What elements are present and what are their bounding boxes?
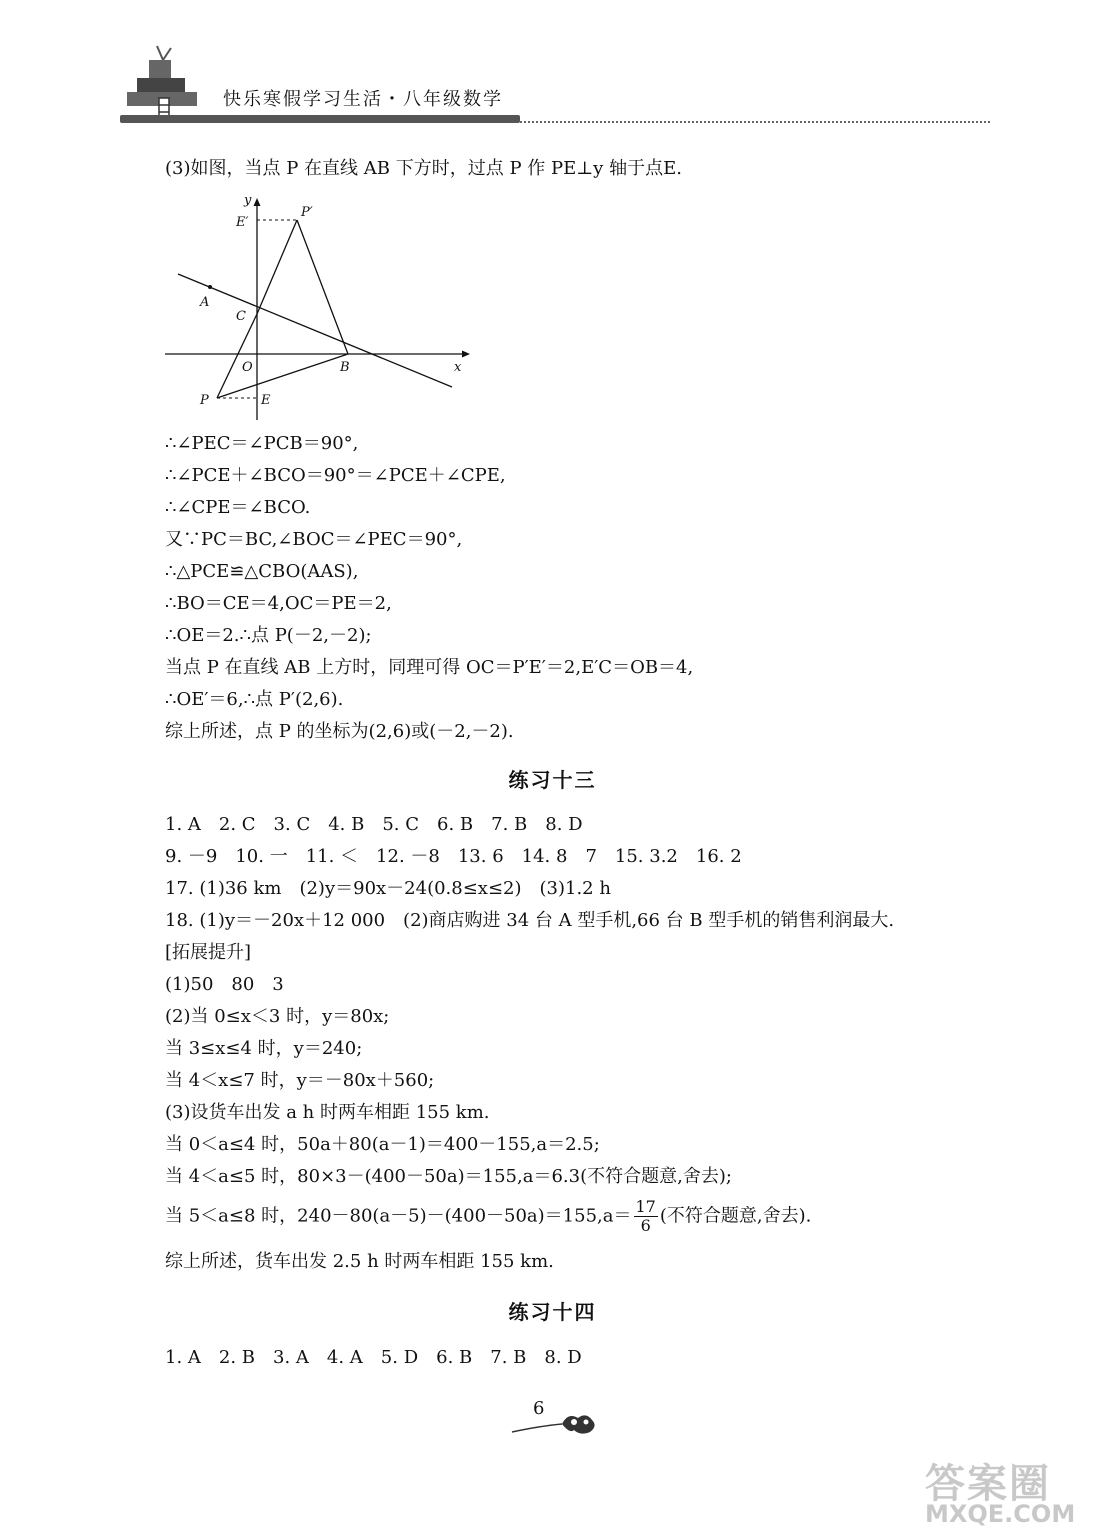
cloud-swoosh-icon (510, 1402, 600, 1442)
label-e: E (261, 393, 271, 408)
ex13-extension-title: [拓展提升] (165, 942, 252, 963)
proof-line: ∴∠PEC＝∠PCB＝90°, (165, 433, 359, 454)
header-bar (120, 115, 520, 123)
proof-line: 综上所述，点 P 的坐标为(2,6)或(－2,－2). (165, 721, 514, 742)
ex13-fraction-line (165, 1198, 811, 1235)
ex13-extension-line: 当 4＜x≤7 时，y＝－80x＋560; (165, 1070, 435, 1091)
label-p-prime: P′ (301, 205, 313, 220)
ex13-extension-line: 当 3≤x≤4 时，y＝240; (165, 1038, 363, 1059)
proof-line: ∴∠CPE＝∠BCO. (165, 497, 311, 518)
part3-intro: (3)如图，当点 P 在直线 AB 下方时，过点 P 作 PE⊥y 轴于点E. (165, 158, 682, 179)
ex13-extension-line: (2)当 0≤x＜3 时，y＝80x; (165, 1006, 390, 1027)
label-y: y (244, 193, 252, 208)
label-o: O (242, 360, 253, 375)
fraction-numerator: 17 (635, 1197, 656, 1216)
label-e-prime: E′ (236, 215, 249, 230)
coordinate-figure (160, 192, 480, 422)
proof-line: 当点 P 在直线 AB 上方时，同理可得 OC＝P′E′＝2,E′C＝OB＝4, (165, 657, 694, 678)
proof-line: ∴BO＝CE＝4,OC＝PE＝2, (165, 593, 392, 614)
label-x: x (454, 360, 462, 375)
label-c: C (236, 309, 246, 324)
label-p: P (200, 393, 209, 408)
ex13-conclusion: 综上所述，货车出发 2.5 h 时两车相距 155 km. (165, 1251, 554, 1272)
label-b: B (340, 360, 350, 375)
proof-line: ∴OE＝2.∴点 P(－2,－2); (165, 625, 372, 646)
ex13-answers-row1: 1. A 2. C 3. C 4. B 5. C 6. B 7. B 8. D (165, 814, 583, 835)
ex13-q18: 18. (1)y＝－20x＋12 000 (2)商店购进 34 台 A 型手机,66 台 B 型手机的销售利润最大. (165, 910, 895, 931)
fraction-denominator: 6 (640, 1216, 651, 1235)
ex14-title: 练习十四 (508, 1300, 597, 1324)
ex13-extension-line: 当 0＜a≤4 时，50a＋80(a－1)＝400－155,a＝2.5; (165, 1134, 600, 1155)
proof-line: 又∵PC＝BC,∠BOC＝∠PEC＝90°, (165, 529, 463, 550)
ex13-answers-row2: 9. －9 10. 一 11. ＜ 12. －8 13. 6 14. 8 7 15. 3.2 16. 2 (165, 846, 742, 867)
ex13-extension-line: 当 4＜a≤5 时，80×3－(400－50a)＝155,a＝6.3(不符合题意,舍去); (165, 1166, 732, 1187)
ex13-title: 练习十三 (508, 768, 597, 792)
page-number: 6 (533, 1398, 545, 1419)
header-dotted-rule (520, 121, 990, 123)
proof-line: ∴OE′＝6,∴点 P′(2,6). (165, 689, 344, 710)
ex13-extension-line: (1)50 80 3 (165, 974, 284, 995)
proof-line: ∴∠PCE＋∠BCO＝90°＝∠PCE＋∠CPE, (165, 465, 506, 486)
fraction-line-prefix: 当 5＜a≤8 时，240－80(a－5)－(400－50a)＝155,a＝ (165, 1205, 632, 1227)
watermark-url: MXQE.COM (925, 1500, 1076, 1528)
label-a: A (200, 295, 210, 310)
ex14-answers-row1: 1. A 2. B 3. A 4. A 5. D 6. B 7. B 8. D (165, 1347, 582, 1368)
page-header (115, 40, 990, 130)
fraction-17-over-6 (634, 1198, 658, 1235)
ex13-q17: 17. (1)36 km (2)y＝90x－24(0.8≤x≤2) (3)1.2 h (165, 878, 611, 899)
ex13-extension-line: (3)设货车出发 a h 时两车相距 155 km. (165, 1102, 490, 1123)
fraction-line-suffix: (不符合题意,舍去). (659, 1205, 812, 1227)
proof-line: ∴△PCE≌△CBO(AAS), (165, 561, 359, 582)
book-stack-logo-icon (123, 42, 203, 120)
coordinate-diagram (160, 192, 480, 422)
header-title: 快乐寒假学习生活・八年级数学 (223, 89, 503, 110)
watermark-brand: 答案圈 (925, 1461, 1051, 1507)
